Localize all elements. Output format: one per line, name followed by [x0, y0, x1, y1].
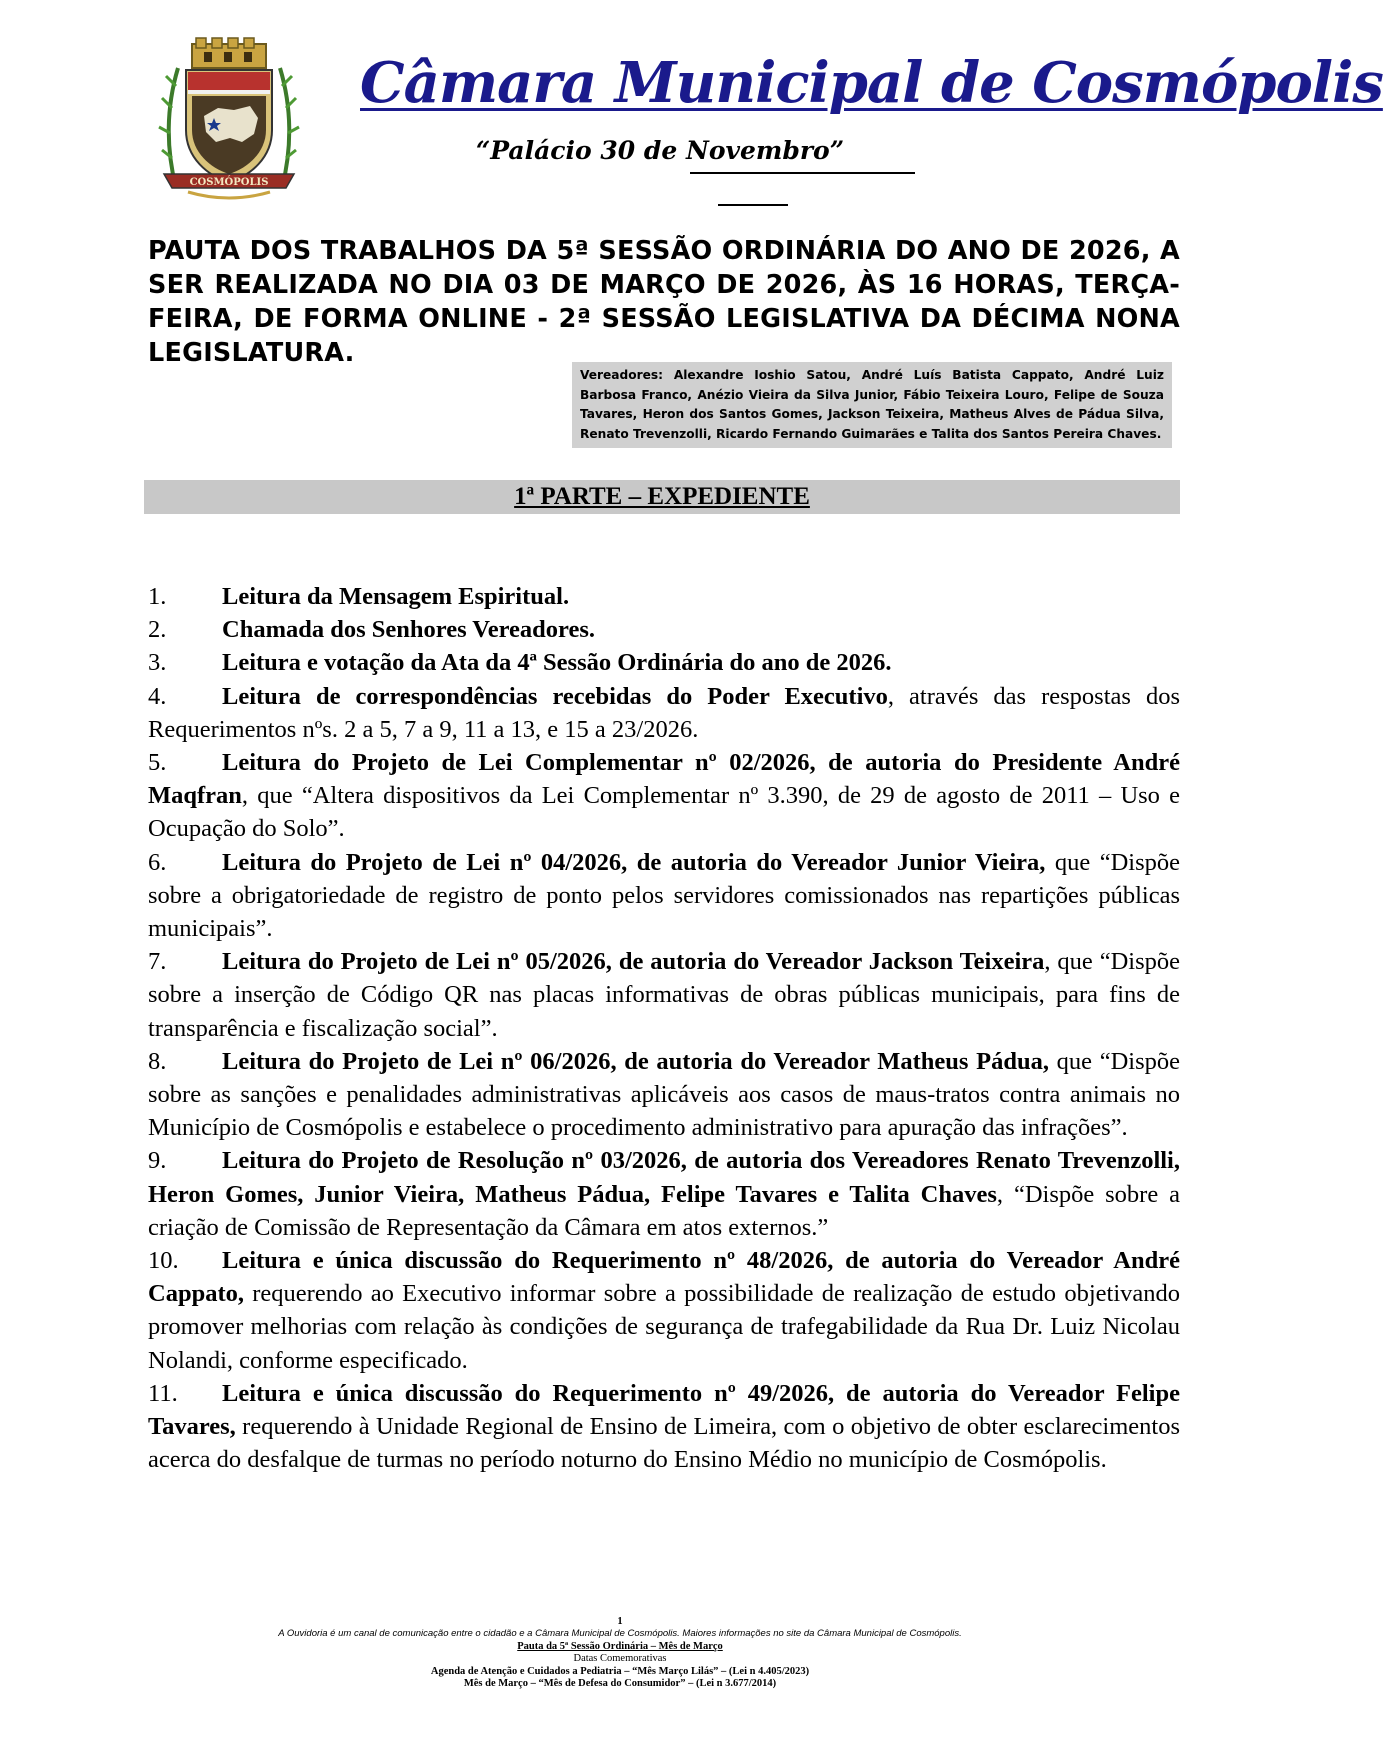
- item-number: 8.: [148, 1047, 167, 1075]
- item-text: , que “Dispõe sobre a inserção de Código QR nas placas informativas de obras públicas municipais, para fins de transparência e fiscalização social”.: [148, 948, 1180, 1042]
- header-rule: [690, 172, 915, 174]
- session-footer: Pauta da 5ª Sessão Ordinária – Mês de Março: [517, 1640, 723, 1652]
- item-heading: Leitura do Projeto de Lei Complementar nº 02/2026, de autoria do Presidente André Maqfran: [148, 749, 1180, 810]
- commemorative-date: Mês de Março – “Mês de Defesa do Consumidor” – (Lei n 3.677/2014): [463, 1678, 777, 1690]
- item-heading: Leitura e única discussão do Requerimento nº 48/2026, de autoria do Vereador André Cappato,: [148, 1247, 1180, 1308]
- commemorative-date: Agenda de Atenção e Cuidados a Pediatria – “Mês Março Lilás” – (Lei n 4.405/2023): [430, 1665, 810, 1677]
- item-heading: Leitura do Projeto de Lei nº 05/2026, de autoria do Vereador Jackson Teixeira: [222, 948, 1045, 976]
- item-number: 3.: [148, 649, 167, 677]
- coat-of-arms-logo: [158, 38, 300, 200]
- section-title: 1ª PARTE – EXPEDIENTE: [514, 483, 810, 510]
- agenda-item: [148, 945, 1180, 1045]
- item-heading: Chamada dos Senhores Vereadores.: [222, 616, 596, 644]
- item-text: , através das respostas dos Requerimentos nºs. 2 a 5, 7 a 9, 11 a 13, e 15 a 23/2026.: [148, 682, 1180, 743]
- palace-subtitle: “Palácio 30 de Novembro”: [475, 136, 845, 165]
- institution-name: Câmara Municipal de Cosmópolis: [360, 50, 1383, 116]
- councillors-list: Vereadores: Alexandre Ioshio Satou, André Luís Batista Cappato, André Luiz Barbosa Franco, Anézio Vieira da Silva Junior, Fábio Teixeira Louro, Felipe de Souza Tavares, Heron dos Santos Gomes, Jackson Teixeira, Matheus Alves de Pádua Silva, Renato Trevenzolli, Ricardo Fernando Guimarães e Talita dos Santos Pereira Chaves.: [572, 362, 1172, 448]
- item-text: , “Dispõe sobre a criação de Comissão de Representação da Câmara em atos externos.”: [148, 1180, 1181, 1241]
- page-footer: [0, 1616, 1240, 1690]
- item-heading: Leitura da Mensagem Espiritual.: [222, 583, 570, 610]
- item-number: 5.: [148, 749, 167, 777]
- agenda-item: [148, 646, 1180, 679]
- item-text: que “Dispõe sobre a obrigatoriedade de registro de ponto pelos servidores comissionados nas repartições públicas municipais”.: [148, 848, 1180, 943]
- agenda-item: [148, 580, 1180, 613]
- item-number: 4.: [148, 682, 167, 710]
- item-text: que “Dispõe sobre as sanções e penalidades administrativas aplicáveis aos casos de maus-tratos contra animais no Município de Cosmópolis e estabelece o procedimento administrativo para apuração das infrações”.: [148, 1047, 1180, 1142]
- item-heading: Leitura do Projeto de Resolução nº 03/2026, de autoria dos Vereadores Renato Trevenzolli, Heron Gomes, Junior Vieira, Matheus Pádua, Felipe Tavares e Talita Chaves: [148, 1147, 1180, 1208]
- item-heading: Leitura e única discussão do Requerimento nº 49/2026, de autoria do Vereador Felipe Tavares,: [148, 1379, 1180, 1441]
- header-rule-short: [718, 204, 788, 206]
- ombudsman-note: A Ouvidoria é um canal de comunicação entre o cidadão e a Câmara Municipal de Cosmópolis. Maiores informações no site da Câmara Municipal de Cosmópolis.: [278, 1628, 962, 1640]
- agenda-items: [148, 580, 1180, 1476]
- item-number: 9.: [148, 1147, 167, 1175]
- item-text: requerendo ao Executivo informar sobre a possibilidade de realização de estudo objetivando promover melhorias com relação às condições de segurança de trafegabilidade da Rua Dr. Luiz Nicolau Nolandi, conforme especificado.: [148, 1280, 1180, 1374]
- agenda-item: [148, 680, 1180, 746]
- agenda-item: [148, 746, 1180, 846]
- svg-text:COSMÓPOLIS: COSMÓPOLIS: [189, 177, 269, 188]
- section-header-expediente: [144, 480, 1180, 514]
- agenda-item: [148, 846, 1180, 946]
- item-text: , que “Altera dispositivos da Lei Complementar nº 3.390, de 29 de agosto de 2011 – Uso e Ocupação do Solo”.: [148, 782, 1180, 843]
- page-number: 1: [617, 1616, 623, 1627]
- item-number: 1.: [148, 583, 167, 610]
- agenda-title: PAUTA DOS TRABALHOS DA 5ª SESSÃO ORDINÁRIA DO ANO DE 2026, A SER REALIZADA NO DIA 03 DE MARÇO DE 2026, ÀS 16 HORAS, TERÇA-FEIRA, DE FORMA ONLINE - 2ª SESSÃO LEGISLATIVA DA DÉCIMA NONA LEGISLATURA.: [148, 236, 1180, 368]
- agenda-item: [148, 613, 1180, 646]
- item-heading: Leitura do Projeto de Lei nº 06/2026, de autoria do Vereador Matheus Pádua,: [222, 1047, 1049, 1075]
- agenda-item: [148, 1244, 1180, 1377]
- item-heading: Leitura e votação da Ata da 4ª Sessão Ordinária do ano de 2026.: [222, 649, 892, 677]
- item-number: 2.: [148, 616, 167, 644]
- item-heading: Leitura de correspondências recebidas do Poder Executivo: [222, 682, 888, 710]
- agenda-item: [148, 1045, 1180, 1145]
- item-number: 11.: [148, 1379, 178, 1407]
- item-heading: Leitura do Projeto de Lei nº 04/2026, de autoria do Vereador Junior Vieira,: [222, 848, 1046, 876]
- item-text: requerendo à Unidade Regional de Ensino de Limeira, com o objetivo de obter esclarecimentos acerca do desfalque de turmas no período noturno do Ensino Médio no município de Cosmópolis.: [148, 1413, 1180, 1474]
- item-number: 7.: [148, 948, 167, 976]
- agenda-item: [148, 1144, 1180, 1244]
- commemorative-dates-title: Datas Comemorativas: [573, 1653, 667, 1665]
- item-number: 10.: [148, 1247, 179, 1275]
- agenda-item: [148, 1377, 1180, 1477]
- item-number: 6.: [148, 848, 167, 876]
